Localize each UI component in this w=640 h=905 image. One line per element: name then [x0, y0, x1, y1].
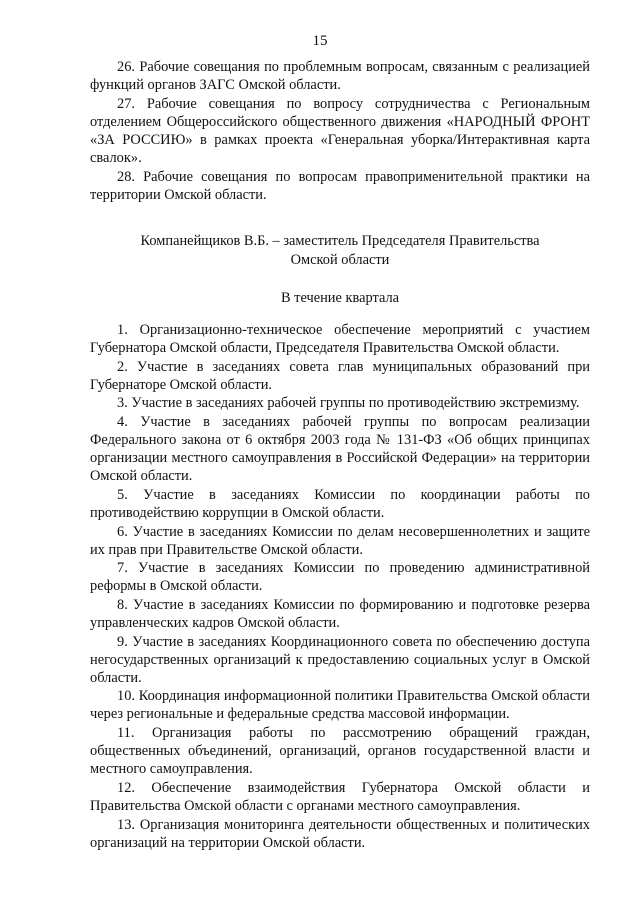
page-number: 15 — [312, 33, 328, 49]
list-item: 8. Участие в заседаниях Комиссии по формированию и подготовке резерва управленческих кадров Омской области. — [90, 596, 590, 631]
list-item: 28. Рабочие совещания по вопросам правоприменительной практики на территории Омской области. — [90, 169, 590, 203]
list-item: 6. Участие в заседаниях Комиссии по делам несовершеннолетних и защите их прав при Правительстве Омской области. — [90, 523, 590, 558]
official-title-line: Компанейщиков В.Б. – заместитель Председателя Правительства — [140, 233, 540, 249]
list-item: 3. Участие в заседаниях рабочей группы по противодействию экстремизму. — [117, 395, 580, 412]
official-title-line: Омской области — [290, 252, 390, 268]
list-item: 1. Организационно-техническое обеспечение мероприятий с участием Губернатора Омской области, Председателя Правительства Омской области. — [90, 322, 590, 357]
items-list — [90, 321, 590, 852]
list-item: 27. Рабочие совещания по вопросу сотрудничества с Региональным отделением Общероссийского общественного движения «НАРОДНЫЙ ФРОНТ «ЗА РОССИЮ» в рамках проекта «Генеральная уборка/Интерактивная карта свалок». — [90, 96, 590, 166]
list-item: 11. Организация работы по рассмотрению обращений граждан, общественных объединений, организаций, органов государственной власти и местного самоуправления. — [90, 725, 590, 778]
list-item: 13. Организация мониторинга деятельности общественных и политических организаций на территории Омской области. — [90, 816, 590, 851]
top-items-list — [90, 58, 590, 204]
period-heading: В течение квартала — [280, 290, 400, 306]
list-item: 10. Координация информационной политики Правительства Омской области через региональные и федеральные средства массовой информации. — [90, 688, 590, 723]
list-item: 7. Участие в заседаниях Комиссии по проведению административной реформы в Омской области. — [90, 560, 590, 595]
list-item: 26. Рабочие совещания по проблемным вопросам, связанным с реализацией функций органов ЗАГС Омской области. — [90, 59, 590, 93]
list-item: 12. Обеспечение взаимодействия Губернатора Омской области и Правительства Омской области с органами местного самоуправления. — [90, 779, 590, 814]
list-item: 4. Участие в заседаниях рабочей группы по вопросам реализации Федерального закона от 6 октября 2003 года № 131-ФЗ «Об общих принципах организации местного самоуправления в Российской Федерации» на территории Омской области. — [90, 413, 590, 485]
section-heading — [90, 232, 590, 270]
list-item: 2. Участие в заседаниях совета глав муниципальных образований при Губернаторе Омской области. — [90, 358, 590, 393]
list-item: 9. Участие в заседаниях Координационного совета по обеспечению доступа негосударственных организаций к предоставлению социальных услуг в Омской области. — [90, 633, 590, 686]
list-item: 5. Участие в заседаниях Комиссии по координации работы по противодействию коррупции в Омской области. — [90, 486, 590, 521]
